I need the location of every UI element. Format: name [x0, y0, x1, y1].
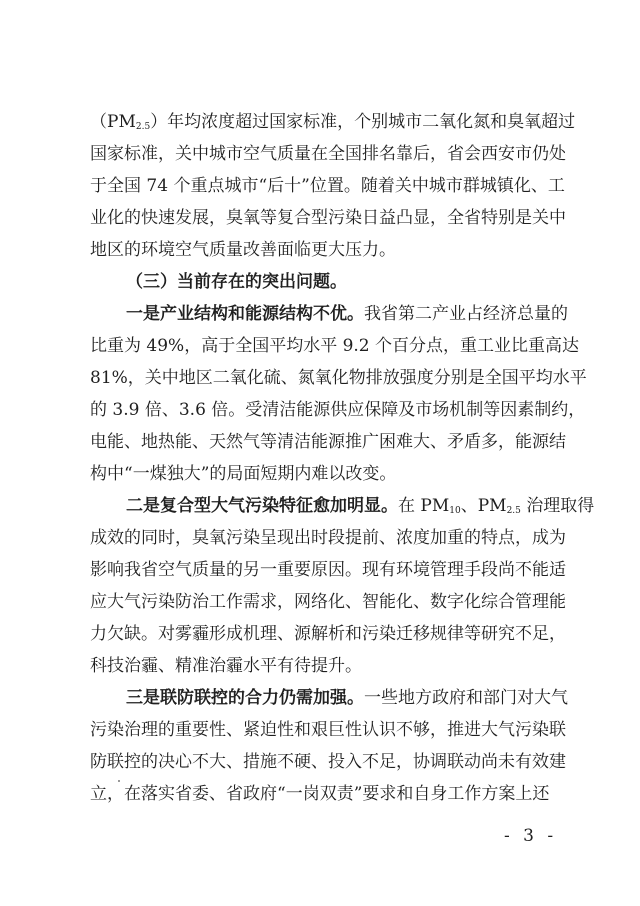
paragraph-3-line-3: 影响我省空气质量的另一重要原因。现有环境管理手段尚不能适 — [90, 560, 566, 580]
paragraph-1-line-1 — [90, 106, 576, 138]
paragraph-3-line-4: 应大气污染防治工作需求，网络化、智能化、数字化综合管理能 — [90, 592, 566, 612]
subscript: 2.5 — [506, 506, 521, 516]
section-heading: （三）当前存在的突出问题。 — [126, 272, 347, 292]
paragraph-2-lead: 一是产业结构和能源结构不优。 — [126, 304, 364, 324]
subscript: 10 — [449, 506, 461, 516]
paragraph-2-line-6: 构中“一煤独大”的局面短期内难以改变。 — [90, 464, 397, 484]
paragraph-3-line-2: 成效的同时，臭氧污染呈现出时段提前、浓度加重的特点，成为 — [90, 528, 566, 548]
paragraph-3-line-1 — [90, 490, 595, 522]
paragraph-2-line-2: 比重为 49%，高于全国平均水平 9.2 个百分点，重工业比重高达 — [90, 336, 580, 356]
paragraph-3-lead: 二是复合型大气污染特征愈加明显。 — [126, 496, 398, 516]
text-fragment: 、PM — [460, 496, 507, 516]
paragraph-4-line-1 — [90, 682, 568, 714]
paragraph-4-line-3: 防联控的决心不大、措施不硬、投入不足，协调联动尚未有效建 — [90, 752, 566, 772]
paragraph-1-line-2: 国家标准，关中城市空气质量在全国排名靠后，省会西安市仍处 — [90, 144, 566, 164]
paragraph-1-line-5: 地区的环境空气质量改善面临更大压力。 — [90, 240, 396, 260]
page-number: - 3 - — [504, 826, 558, 846]
paragraph-1-line-3: 于全国 74 个重点城市“后十”位置。随着关中城市群城镇化、工 — [90, 176, 565, 196]
scan-artifact — [118, 780, 120, 782]
subscript: 2.5 — [135, 122, 151, 132]
text-fragment: 我省第二产业占经济总量的 — [364, 304, 568, 324]
paragraph-4-line-4: 立，在落实省委、省政府“一岗双责”要求和自身工作方案上还 — [90, 784, 550, 804]
text-fragment: （PM — [90, 112, 136, 132]
paragraph-2-line-1 — [90, 298, 568, 330]
text-fragment: 治理取得 — [520, 496, 595, 516]
paragraph-2-line-3: 81%，关中地区二氧化硫、氮氧化物排放强度分别是全国平均水平 — [90, 368, 587, 388]
paragraph-3-line-6: 科技治霾、精准治霾水平有待提升。 — [90, 656, 362, 676]
body-text — [90, 106, 595, 810]
text-fragment: 在 PM — [398, 496, 450, 516]
paragraph-4-lead: 三是联防联控的合力仍需加强。 — [126, 688, 364, 708]
paragraph-2-line-4: 的 3.9 倍、3.6 倍。受清洁能源供应保障及市场机制等因素制约， — [90, 400, 586, 420]
paragraph-3-line-5: 力欠缺。对雾霾形成机理、源解析和污染迁移规律等研究不足， — [90, 624, 566, 644]
paragraph-1-line-4: 业化的快速发展，臭氧等复合型污染日益凸显，全省特别是关中 — [90, 208, 566, 228]
text-fragment: ）年均浓度超过国家标准，个别城市二氧化氮和臭氧超过 — [150, 112, 576, 132]
paragraph-4-line-2: 污染治理的重要性、紧迫性和艰巨性认识不够，推进大气污染联 — [90, 720, 566, 740]
text-fragment: 一些地方政府和部门对大气 — [364, 688, 568, 708]
paragraph-2-line-5: 电能、地热能、天然气等清洁能源推广困难大、矛盾多，能源结 — [90, 432, 566, 452]
